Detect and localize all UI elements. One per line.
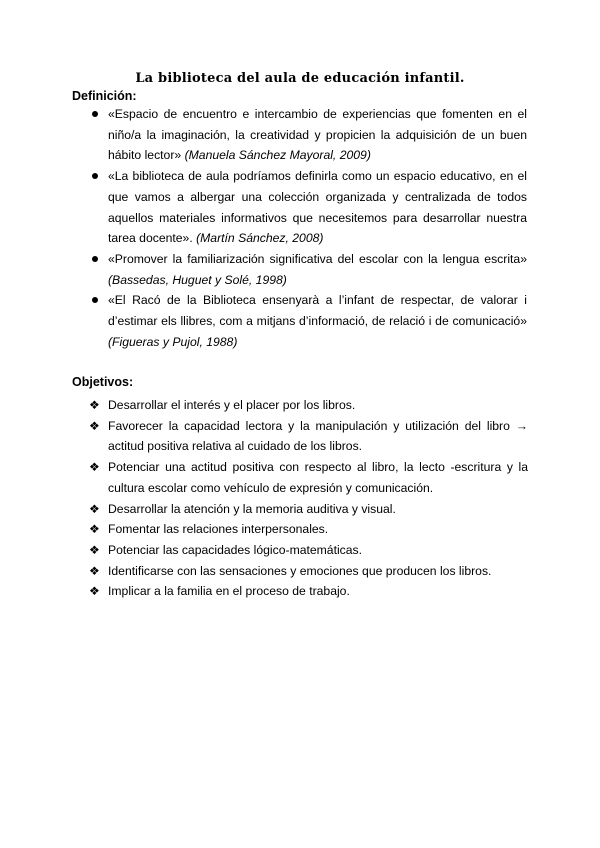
objetivo-text: Fomentar las relaciones interpersonales. [108, 522, 329, 537]
definicion-item [0, 290, 600, 352]
objetivo-text: Potenciar las capacidades lógico-matemáticas. [108, 542, 363, 557]
objetivo-text: Desarrollar la atención y la memoria auditiva y visual. [108, 501, 396, 516]
objetivo-item [0, 540, 600, 561]
definicion-item [0, 166, 600, 249]
definicion-item [0, 249, 600, 290]
definicion-heading: Definición: [72, 89, 137, 103]
objetivo-text: Identificarse con las sensaciones y emociones que producen los libros. [108, 563, 492, 578]
bullet-icon [92, 111, 98, 117]
bullet-icon [92, 256, 98, 262]
objetivo-text: Favorecer la capacidad lectora y la manipulación y utilización del libro → actitud positiva relativa al cuidado de los libros. [108, 418, 528, 454]
diamond-bullet-icon: ❖ [89, 563, 100, 578]
objetivo-item [0, 416, 600, 457]
definicion-text: «Espacio de encuentro e intercambio de experiencias que fomenten en el niño/a la imaginación, la creatividad y propicien la adquisición de un buen hábito lector» [108, 107, 527, 163]
diamond-bullet-icon: ❖ [89, 418, 100, 433]
objetivos-list [0, 395, 600, 602]
objetivo-item [0, 499, 600, 520]
objetivo-item [0, 457, 600, 498]
objetivo-item [0, 519, 600, 540]
objetivos-heading: Objetivos: [72, 375, 134, 389]
definicion-list [0, 104, 600, 352]
objetivo-item [0, 395, 600, 416]
bullet-icon [92, 173, 98, 179]
definicion-item [0, 104, 600, 166]
objetivo-text: Desarrollar el interés y el placer por los libros. [108, 398, 356, 412]
definicion-citation: (Manuela Sánchez Mayoral, 2009) [184, 148, 371, 163]
diamond-bullet-icon: ❖ [89, 398, 100, 412]
definicion-citation: (Martín Sánchez, 2008) [196, 231, 324, 246]
objetivo-item [0, 581, 600, 602]
document-title: La biblioteca del aula de educación infantil. [135, 71, 465, 86]
definicion-citation: (Bassedas, Huguet y Solé, 1998) [108, 272, 287, 287]
diamond-bullet-icon: ❖ [89, 522, 100, 537]
definicion-text: «El Racó de la Biblioteca ensenyarà a l’infant de respectar, de valorar i d’estimar els llibres, com a mitjans d’informació, de relació i de comunicació» [108, 293, 527, 329]
definicion-text: «Promover la familiarización significativa del escolar con la lengua escrita» [108, 251, 527, 266]
diamond-bullet-icon: ❖ [89, 501, 100, 516]
diamond-bullet-icon: ❖ [89, 584, 100, 599]
objetivo-item [0, 561, 600, 582]
objetivo-text: Implicar a la familia en el proceso de trabajo. [108, 584, 350, 599]
diamond-bullet-icon: ❖ [89, 460, 100, 475]
bullet-icon [92, 297, 98, 303]
diamond-bullet-icon: ❖ [89, 542, 100, 557]
objetivo-text: Potenciar una actitud positiva con respecto al libro, la lecto -escritura y la cultura escolar como vehículo de expresión y comunicación. [108, 460, 528, 495]
definicion-text: «La biblioteca de aula podríamos definirla como un espacio educativo, en el que vamos a albergar una colección organizada y centralizada de todos aquellos materiales informativos que necesitemos para desarrollar nuestra tarea docente». [108, 169, 527, 246]
definicion-citation: (Figueras y Pujol, 1988) [108, 334, 238, 349]
